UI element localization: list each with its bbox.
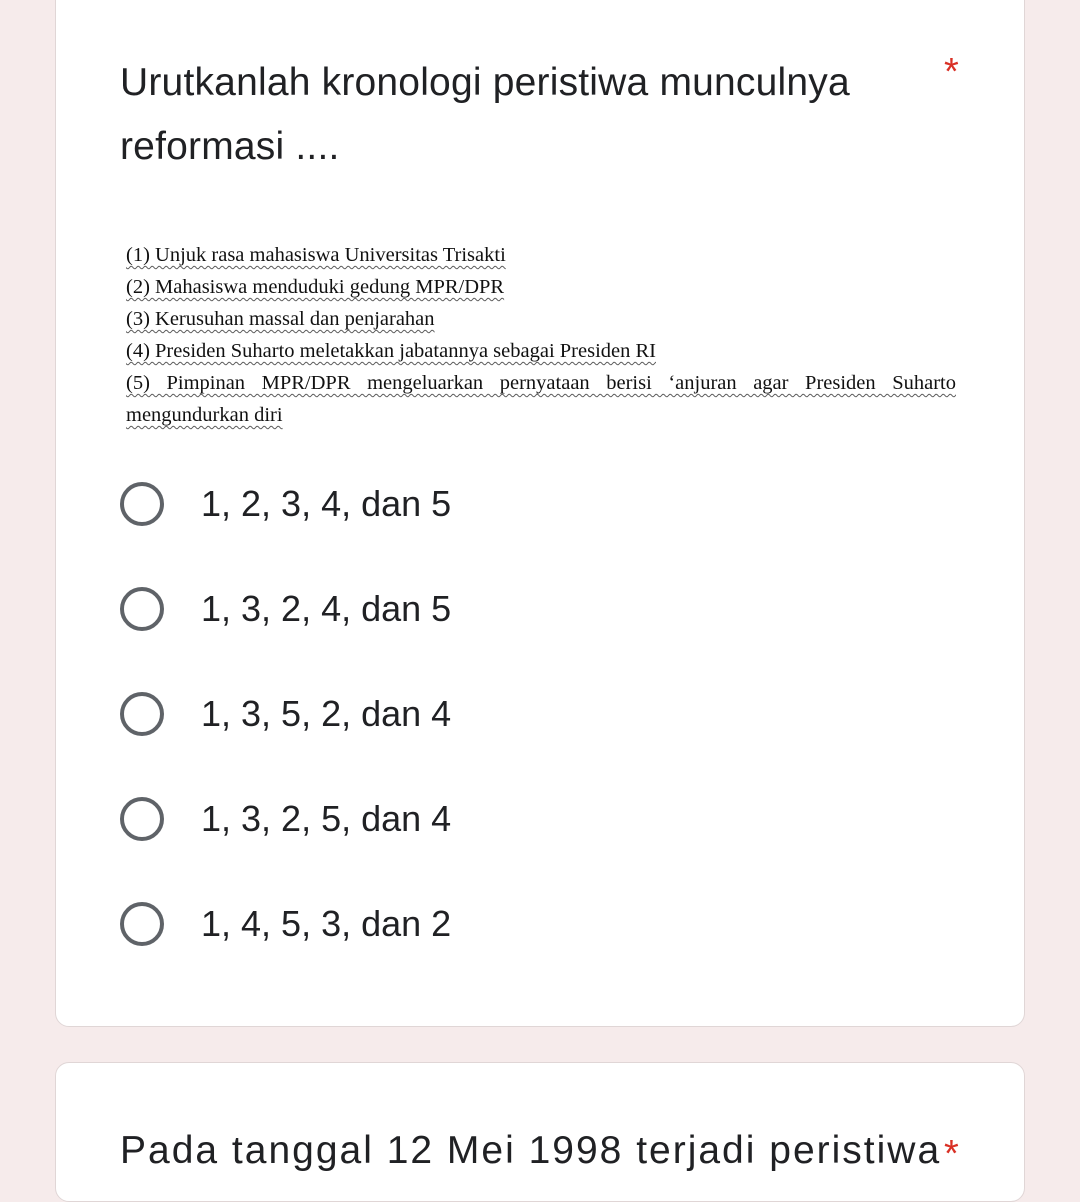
radio-button-icon[interactable] <box>120 692 164 736</box>
required-indicator: * <box>944 1133 959 1175</box>
statement-3: (3) Kerusuhan massal dan penjarahan <box>126 308 435 330</box>
option-4[interactable] <box>120 766 451 871</box>
radio-button-icon[interactable] <box>120 902 164 946</box>
option-label: 1, 4, 5, 3, dan 2 <box>201 902 452 944</box>
statement-list <box>126 239 956 431</box>
question-card-2 <box>55 1062 1025 1202</box>
option-label: 1, 3, 2, 4, dan 5 <box>201 587 452 629</box>
option-label: 1, 3, 2, 5, dan 4 <box>201 797 452 839</box>
option-5[interactable] <box>120 871 451 976</box>
option-2[interactable] <box>120 556 451 661</box>
option-3[interactable] <box>120 661 451 766</box>
radio-button-icon[interactable] <box>120 587 164 631</box>
statement-5: (5) Pimpinan MPR/DPR mengeluarkan pernyataan berisi ‘anjuran agar Presiden Suharto mengundurkan diri <box>126 372 956 426</box>
radio-button-icon[interactable] <box>120 797 164 841</box>
question-title: Pada tanggal 12 Mei 1998 terjadi peristiwa <box>120 1129 942 1172</box>
radio-button-icon[interactable] <box>120 482 164 526</box>
question-card-1 <box>55 0 1025 1027</box>
option-label: 1, 2, 3, 4, dan 5 <box>201 482 452 524</box>
required-indicator: * <box>944 51 959 93</box>
option-1[interactable] <box>120 451 451 556</box>
answer-options <box>120 451 451 976</box>
question-title: Urutkanlah kronologi peristiwa munculnya reformasi .... <box>120 61 850 168</box>
statement-2: (2) Mahasiswa menduduki gedung MPR/DPR <box>126 276 505 298</box>
statement-1: (1) Unjuk rasa mahasiswa Universitas Trisakti <box>126 244 506 266</box>
option-label: 1, 3, 5, 2, dan 4 <box>201 692 452 734</box>
statement-4: (4) Presiden Suharto meletakkan jabatannya sebagai Presiden RI <box>126 340 656 362</box>
